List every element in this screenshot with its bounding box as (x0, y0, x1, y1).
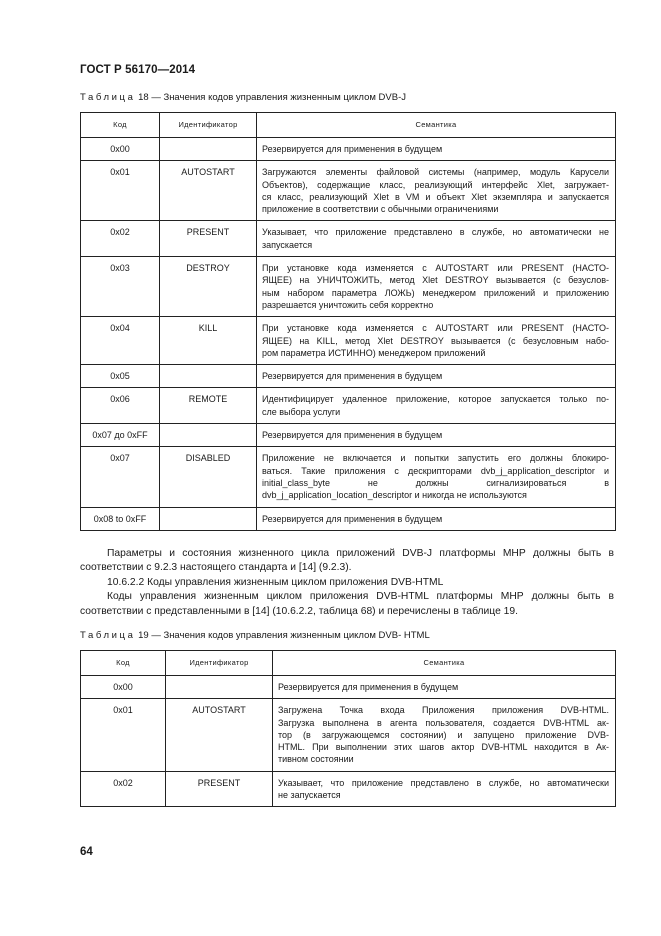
document-header: ГОСТ Р 56170—2014 (80, 64, 196, 76)
body-text (80, 547, 614, 619)
cell-semantics (257, 257, 616, 317)
cell-code: 0x03 (81, 257, 160, 317)
semantics-line: Резервируется для применения в будущем (262, 513, 443, 524)
table-row (81, 138, 616, 161)
semantics-line: ром параметра ИСТИННО) менеджером приложений (262, 347, 486, 358)
column-header-identifier: Идентификатор (160, 113, 257, 138)
semantics-line: не запускается (278, 790, 341, 801)
semantics-line: dvb_j_application_location_descriptor и никогда не используются (262, 490, 527, 501)
cell-identifier (160, 138, 257, 161)
table-caption-number: 18 (138, 92, 149, 103)
cell-semantics (257, 138, 616, 161)
semantics-line: Резервируется для применения в будущем (262, 430, 443, 441)
cell-code: 0x04 (81, 317, 160, 365)
semantics-line: ся класс, реализующий Xlet в VM и объект Xlet экземпляра и запускается (262, 191, 609, 202)
cell-identifier: KILL (160, 317, 257, 365)
cell-semantics (273, 676, 616, 699)
table-row (81, 257, 616, 317)
semantics-line: Загружена Точка входа Приложения приложения DVB-HTML. (278, 705, 609, 716)
cell-identifier: REMOTE (160, 388, 257, 424)
table-row (81, 365, 616, 388)
cell-semantics (257, 365, 616, 388)
table-caption-text: — Значения кодов управления жизненным циклом DVB-J (151, 92, 406, 103)
table-19 (80, 650, 616, 807)
table-row (81, 771, 616, 807)
cell-code: 0x06 (81, 388, 160, 424)
table-18 (80, 112, 616, 531)
semantics-line: ным набором параметра ЛОЖЬ) менеджером приложений и приложению (262, 287, 609, 298)
table-row (81, 676, 616, 699)
table-row (81, 388, 616, 424)
table-row (81, 317, 616, 365)
cell-identifier (166, 676, 273, 699)
cell-code: 0x08 to 0xFF (81, 507, 160, 530)
cell-identifier: AUTOSTART (160, 161, 257, 221)
cell-semantics (257, 161, 616, 221)
semantics-line: приложение в соответствии с обычными ограничениями (262, 204, 499, 215)
cell-identifier: PRESENT (160, 221, 257, 257)
cell-identifier (160, 507, 257, 530)
semantics-line: ЯЩЕЕ) на УНИЧТОЖИТЬ, метод Xlet DESTROY вызывается (с безуслов- (262, 275, 609, 286)
column-header-semantics: Семантика (257, 113, 616, 138)
cell-identifier (160, 424, 257, 447)
semantics-line: Загрузка выполнена в агента пользователя, создается DVB-HTML ак- (278, 717, 609, 728)
semantics-line: Указывает, что приложение представлено в службе, но автоматически (278, 777, 609, 788)
semantics-line: Резервируется для применения в будущем (262, 144, 443, 154)
section-heading: 10.6.2.2 Коды управления жизненным циклом приложения DVB-HTML (107, 576, 444, 588)
table-header-row (81, 113, 616, 138)
cell-semantics (273, 699, 616, 771)
cell-identifier: DESTROY (160, 257, 257, 317)
cell-code: 0x07 до 0xFF (81, 424, 160, 447)
semantics-line: разрешается уничтожить себя корректно (262, 299, 434, 310)
cell-semantics (257, 317, 616, 365)
semantics-line: ЯЩЕЕ) на KILL, метод Xlet DESTROY вызывается (с безусловным набо- (262, 335, 609, 346)
page-number: 64 (80, 846, 93, 858)
cell-code: 0x02 (81, 771, 166, 807)
cell-semantics (257, 221, 616, 257)
semantics-line: При установке кода изменяется с AUTOSTART или PRESENT (НАСТО- (262, 263, 609, 274)
cell-code: 0x01 (81, 161, 160, 221)
cell-semantics (257, 424, 616, 447)
table-19-caption (80, 630, 430, 641)
cell-semantics (257, 447, 616, 507)
semantics-line: тивном состоянии (278, 754, 354, 765)
cell-identifier: DISABLED (160, 447, 257, 507)
semantics-line: initial_class_byte не должны сигнализироваться в (262, 477, 609, 488)
cell-code: 0x01 (81, 699, 166, 771)
cell-code: 0x05 (81, 365, 160, 388)
semantics-line: запускается (262, 239, 313, 250)
table-row (81, 447, 616, 507)
table-row (81, 507, 616, 530)
semantics-line: Загружаются элементы файловой системы (например, модуль Карусели (262, 167, 609, 178)
cell-code: 0x00 (81, 138, 160, 161)
semantics-line: Резервируется для применения в будущем (278, 682, 459, 692)
cell-code: 0x07 (81, 447, 160, 507)
paragraph: Коды управления жизненным циклом приложения DVB-HTML платформы МНР должны быть в соответствии с представленными в [14] (10.6.2.2, таблица 68) и перечислены в таблице 19. (80, 591, 614, 617)
cell-semantics (273, 771, 616, 807)
column-header-semantics: Семантика (273, 651, 616, 676)
cell-semantics (257, 507, 616, 530)
semantics-line: HTML. При выполнении этих шагов актор DVB-HTML находится в Ак- (278, 742, 609, 753)
cell-code: 0x02 (81, 221, 160, 257)
semantics-line: Указывает, что приложение представлено в службе, но автоматически не (262, 227, 609, 238)
cell-identifier: PRESENT (166, 771, 273, 807)
semantics-line: Приложение не включается и попытки запустить его должны блокиро- (262, 453, 609, 464)
cell-semantics (257, 388, 616, 424)
semantics-line: При установке кода изменяется с AUTOSTART или PRESENT (НАСТО- (262, 323, 609, 334)
table-caption-number: 19 (138, 630, 149, 641)
table-row (81, 221, 616, 257)
table-18-caption (80, 92, 406, 103)
table-row (81, 424, 616, 447)
semantics-line: Объектов), содержащие класс, реализующий интерфейс Xlet, загружает- (262, 179, 609, 190)
column-header-code: Код (81, 113, 160, 138)
semantics-line: ваться. Такие приложения с дескрипторами dvb_j_application_descriptor и (262, 465, 609, 476)
cell-identifier: AUTOSTART (166, 699, 273, 771)
semantics-line: сле выбора услуги (262, 406, 341, 417)
semantics-line: тор (в загружающемся состоянии) и запущено приложение DVB- (278, 729, 609, 740)
table-row (81, 699, 616, 771)
column-header-identifier: Идентификатор (166, 651, 273, 676)
cell-code: 0x00 (81, 676, 166, 699)
table-caption-text: — Значения кодов управления жизненным циклом DVB- HTML (151, 630, 430, 641)
column-header-code: Код (81, 651, 166, 676)
table-row (81, 161, 616, 221)
table-caption-prefix: Таблица (80, 92, 136, 103)
table-caption-prefix: Таблица (80, 630, 136, 641)
paragraph: Параметры и состояния жизненного цикла приложений DVB-J платформы МНР должны быть в соответствии с 9.2.3 настоящего стандарта и [14] (9.2.3). (80, 548, 614, 574)
cell-identifier (160, 365, 257, 388)
semantics-line: Резервируется для применения в будущем (262, 371, 443, 382)
table-header-row (81, 651, 616, 676)
semantics-line: Идентифицирует удаленное приложение, которое запускается только по- (262, 394, 609, 405)
